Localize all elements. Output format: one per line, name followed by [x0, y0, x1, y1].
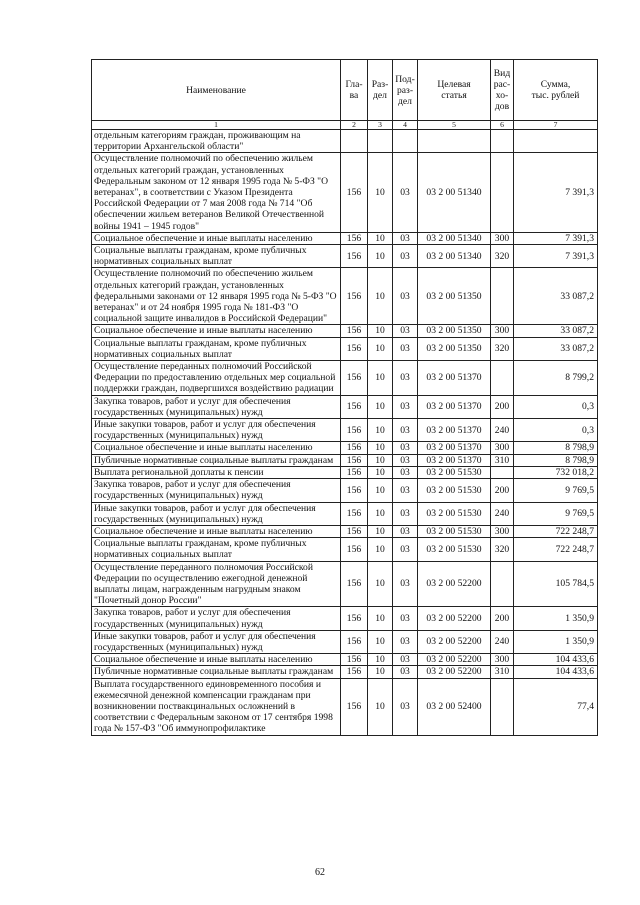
cell-podrazdel: 03 — [393, 442, 418, 454]
cell-podrazdel: 03 — [393, 561, 418, 607]
cell-glava: 156 — [341, 325, 368, 337]
cell-razdel: 10 — [368, 337, 393, 360]
header-podrazdel-text: Под- раз- дел — [395, 73, 415, 107]
cell-summa: 722 248,7 — [514, 525, 598, 537]
cell-vid: 240 — [491, 419, 514, 442]
cell-statya: 03 2 00 52400 — [418, 678, 491, 735]
cell-podrazdel: 03 — [393, 419, 418, 442]
table-row — [92, 245, 598, 268]
cell-glava: 156 — [341, 454, 368, 466]
cell-summa: 33 087,2 — [514, 325, 598, 337]
cell-name: Социальные выплаты гражданам, кроме публичных нормативных социальных выплат — [92, 538, 341, 561]
cell-razdel: 10 — [368, 666, 393, 678]
cell-vid: 320 — [491, 337, 514, 360]
cell-razdel — [368, 130, 393, 153]
column-number: 4 — [393, 121, 418, 130]
cell-name: Осуществление полномочий по обеспечению жильем отдельных категорий граждан, установленных федеральными законами от 12 января 1995 года № 5-ФЗ "О ветеранах" и от 24 ноября 1995 года № 181-ФЗ "О социальной защите инвалидов в Российской Федерации" — [92, 268, 341, 325]
table-row — [92, 395, 598, 418]
table-row — [92, 232, 598, 244]
cell-vid: 300 — [491, 525, 514, 537]
header-glava — [341, 60, 368, 121]
cell-statya: 03 2 00 51530 — [418, 502, 491, 525]
cell-statya: 03 2 00 51530 — [418, 479, 491, 502]
cell-podrazdel — [393, 130, 418, 153]
cell-summa: 7 391,3 — [514, 153, 598, 232]
cell-podrazdel: 03 — [393, 153, 418, 232]
cell-glava: 156 — [341, 361, 368, 396]
cell-vid: 200 — [491, 479, 514, 502]
cell-summa: 7 391,3 — [514, 232, 598, 244]
cell-glava: 156 — [341, 666, 368, 678]
cell-summa: 732 018,2 — [514, 466, 598, 478]
table-row — [92, 442, 598, 454]
cell-razdel: 10 — [368, 153, 393, 232]
cell-vid — [491, 268, 514, 325]
cell-razdel: 10 — [368, 268, 393, 325]
cell-glava — [341, 130, 368, 153]
cell-vid — [491, 130, 514, 153]
cell-podrazdel: 03 — [393, 245, 418, 268]
cell-summa: 33 087,2 — [514, 268, 598, 325]
cell-name: Выплата государственного единовременного пособия и ежемесячной денежной компенсации гражданам при возникновении поствакцинальных осложнений в соответствии с Федеральным законом от 17 сентября 1998 года № 157-ФЗ "Об иммунопрофилактике — [92, 678, 341, 735]
cell-razdel: 10 — [368, 454, 393, 466]
cell-vid: 300 — [491, 442, 514, 454]
cell-summa: 77,4 — [514, 678, 598, 735]
table-row — [92, 561, 598, 607]
header-vid — [491, 60, 514, 121]
table-row — [92, 678, 598, 735]
cell-razdel: 10 — [368, 479, 393, 502]
cell-summa — [514, 130, 598, 153]
cell-summa: 9 769,5 — [514, 479, 598, 502]
cell-name: Выплата региональной доплаты к пенсии — [92, 466, 341, 478]
cell-razdel: 10 — [368, 525, 393, 537]
header-summa — [514, 60, 598, 121]
cell-glava: 156 — [341, 678, 368, 735]
column-number: 3 — [368, 121, 393, 130]
cell-vid: 320 — [491, 538, 514, 561]
table-row — [92, 525, 598, 537]
cell-podrazdel: 03 — [393, 630, 418, 653]
cell-summa: 104 433,6 — [514, 654, 598, 666]
cell-statya: 03 2 00 51350 — [418, 337, 491, 360]
table-header-row — [92, 60, 598, 121]
cell-summa: 0,3 — [514, 419, 598, 442]
table-row — [92, 454, 598, 466]
cell-statya — [418, 130, 491, 153]
cell-podrazdel: 03 — [393, 232, 418, 244]
cell-vid — [491, 361, 514, 396]
table-row — [92, 538, 598, 561]
cell-summa: 722 248,7 — [514, 538, 598, 561]
cell-name: Социальные выплаты гражданам, кроме публичных нормативных социальных выплат — [92, 245, 341, 268]
cell-glava: 156 — [341, 268, 368, 325]
column-number: 5 — [418, 121, 491, 130]
cell-name: Закупка товаров, работ и услуг для обеспечения государственных (муниципальных) нужд — [92, 607, 341, 630]
cell-podrazdel: 03 — [393, 654, 418, 666]
cell-name: Социальные выплаты гражданам, кроме публичных нормативных социальных выплат — [92, 337, 341, 360]
cell-name: Социальное обеспечение и иные выплаты населению — [92, 232, 341, 244]
header-vid-text: Вид рас- хо- дов — [493, 68, 511, 112]
cell-glava: 156 — [341, 538, 368, 561]
header-glava-text: Гла- ва — [345, 79, 363, 101]
cell-name: Социальное обеспечение и иные выплаты населению — [92, 325, 341, 337]
cell-vid: 240 — [491, 502, 514, 525]
cell-podrazdel: 03 — [393, 538, 418, 561]
cell-name: Иные закупки товаров, работ и услуг для обеспечения государственных (муниципальных) нужд — [92, 630, 341, 653]
cell-podrazdel: 03 — [393, 268, 418, 325]
cell-vid — [491, 678, 514, 735]
cell-summa: 8 799,2 — [514, 361, 598, 396]
cell-statya: 03 2 00 52200 — [418, 561, 491, 607]
cell-name: Закупка товаров, работ и услуг для обеспечения государственных (муниципальных) нужд — [92, 395, 341, 418]
cell-name: Социальное обеспечение и иные выплаты населению — [92, 654, 341, 666]
cell-statya: 03 2 00 51530 — [418, 538, 491, 561]
cell-vid — [491, 561, 514, 607]
table-row — [92, 419, 598, 442]
cell-name: Закупка товаров, работ и услуг для обеспечения государственных (муниципальных) нужд — [92, 479, 341, 502]
header-statya — [418, 60, 491, 121]
cell-statya: 03 2 00 51350 — [418, 268, 491, 325]
cell-glava: 156 — [341, 607, 368, 630]
cell-razdel: 10 — [368, 466, 393, 478]
cell-statya: 03 2 00 51340 — [418, 153, 491, 232]
cell-statya: 03 2 00 51350 — [418, 325, 491, 337]
cell-statya: 03 2 00 52200 — [418, 654, 491, 666]
cell-glava: 156 — [341, 654, 368, 666]
cell-podrazdel: 03 — [393, 466, 418, 478]
cell-vid: 310 — [491, 454, 514, 466]
column-number: 1 — [92, 121, 341, 130]
cell-glava: 156 — [341, 525, 368, 537]
column-number: 2 — [341, 121, 368, 130]
cell-summa: 8 798,9 — [514, 454, 598, 466]
cell-podrazdel: 03 — [393, 678, 418, 735]
cell-podrazdel: 03 — [393, 361, 418, 396]
cell-summa: 0,3 — [514, 395, 598, 418]
cell-vid — [491, 153, 514, 232]
table-row — [92, 153, 598, 232]
cell-name: Социальное обеспечение и иные выплаты населению — [92, 442, 341, 454]
cell-statya: 03 2 00 51340 — [418, 232, 491, 244]
budget-table — [91, 59, 598, 736]
cell-glava: 156 — [341, 337, 368, 360]
table-row — [92, 502, 598, 525]
cell-name: Иные закупки товаров, работ и услуг для обеспечения государственных (муниципальных) нужд — [92, 502, 341, 525]
cell-statya: 03 2 00 51370 — [418, 442, 491, 454]
cell-razdel: 10 — [368, 561, 393, 607]
cell-name: Публичные нормативные социальные выплаты гражданам — [92, 666, 341, 678]
cell-summa: 33 087,2 — [514, 337, 598, 360]
cell-glava: 156 — [341, 419, 368, 442]
cell-podrazdel: 03 — [393, 525, 418, 537]
table-row — [92, 479, 598, 502]
cell-podrazdel: 03 — [393, 666, 418, 678]
table-row — [92, 630, 598, 653]
page-number: 62 — [315, 867, 325, 878]
cell-podrazdel: 03 — [393, 395, 418, 418]
cell-statya: 03 2 00 51370 — [418, 419, 491, 442]
cell-razdel: 10 — [368, 678, 393, 735]
table-row — [92, 337, 598, 360]
cell-name: Публичные нормативные социальные выплаты гражданам — [92, 454, 341, 466]
cell-vid: 300 — [491, 325, 514, 337]
cell-vid: 300 — [491, 232, 514, 244]
cell-vid: 300 — [491, 654, 514, 666]
cell-summa: 105 784,5 — [514, 561, 598, 607]
cell-podrazdel: 03 — [393, 337, 418, 360]
table-row — [92, 325, 598, 337]
header-statya-text: Целевая статья — [437, 79, 471, 101]
cell-razdel: 10 — [368, 245, 393, 268]
cell-summa: 1 350,9 — [514, 607, 598, 630]
table-row — [92, 666, 598, 678]
header-summa-text: Сумма, тыс. рублей — [531, 79, 580, 101]
cell-razdel: 10 — [368, 538, 393, 561]
cell-glava: 156 — [341, 232, 368, 244]
cell-statya: 03 2 00 51530 — [418, 466, 491, 478]
table-row — [92, 268, 598, 325]
cell-name: Осуществление полномочий по обеспечению жильем отдельных категорий граждан, установленных Федеральным законом от 12 января 1995 года № 5-ФЗ "О ветеранах", в соответствии с Указом Президента Российской Федерации от 7 мая 2008 года № 714 "Об обеспечении жильем ветеранов Великой Отечественной войны 1941 – 1945 годов" — [92, 153, 341, 232]
cell-name: Осуществление переданных полномочий Российской Федерации по предоставлению отдельных мер социальной поддержки граждан, подвергшихся воздействию радиации — [92, 361, 341, 396]
cell-razdel: 10 — [368, 419, 393, 442]
cell-name: Иные закупки товаров, работ и услуг для обеспечения государственных (муниципальных) нужд — [92, 419, 341, 442]
cell-podrazdel: 03 — [393, 607, 418, 630]
cell-statya: 03 2 00 52200 — [418, 607, 491, 630]
cell-razdel: 10 — [368, 361, 393, 396]
header-podrazdel — [393, 60, 418, 121]
header-razdel — [368, 60, 393, 121]
header-name: Наименование — [92, 60, 341, 121]
cell-razdel: 10 — [368, 607, 393, 630]
cell-vid: 240 — [491, 630, 514, 653]
cell-statya: 03 2 00 51370 — [418, 395, 491, 418]
cell-glava: 156 — [341, 442, 368, 454]
cell-glava: 156 — [341, 502, 368, 525]
cell-razdel: 10 — [368, 442, 393, 454]
table-row — [92, 654, 598, 666]
cell-summa: 1 350,9 — [514, 630, 598, 653]
cell-podrazdel: 03 — [393, 454, 418, 466]
cell-razdel: 10 — [368, 502, 393, 525]
cell-glava: 156 — [341, 479, 368, 502]
column-number: 6 — [491, 121, 514, 130]
table-row — [92, 361, 598, 396]
cell-podrazdel: 03 — [393, 325, 418, 337]
cell-statya: 03 2 00 51370 — [418, 361, 491, 396]
cell-statya: 03 2 00 52200 — [418, 630, 491, 653]
cell-razdel: 10 — [368, 325, 393, 337]
cell-glava: 156 — [341, 245, 368, 268]
cell-summa: 7 391,3 — [514, 245, 598, 268]
cell-razdel: 10 — [368, 654, 393, 666]
cell-statya: 03 2 00 51530 — [418, 525, 491, 537]
cell-summa: 8 798,9 — [514, 442, 598, 454]
column-number-row — [92, 121, 598, 130]
cell-podrazdel: 03 — [393, 479, 418, 502]
cell-statya: 03 2 00 51370 — [418, 454, 491, 466]
cell-vid: 200 — [491, 607, 514, 630]
cell-razdel: 10 — [368, 395, 393, 418]
cell-glava: 156 — [341, 395, 368, 418]
table-body — [92, 130, 598, 736]
cell-name: Осуществление переданного полномочия Российской Федерации по осуществлению ежегодной денежной выплаты лицам, награжденным нагрудным знаком "Почетный донор России" — [92, 561, 341, 607]
table-row — [92, 607, 598, 630]
cell-name: Социальное обеспечение и иные выплаты населению — [92, 525, 341, 537]
cell-glava: 156 — [341, 561, 368, 607]
cell-glava: 156 — [341, 466, 368, 478]
cell-razdel: 10 — [368, 232, 393, 244]
table-row — [92, 466, 598, 478]
header-razdel-text: Раз- дел — [371, 79, 389, 101]
cell-glava: 156 — [341, 153, 368, 232]
table-row — [92, 130, 598, 153]
cell-summa: 104 433,6 — [514, 666, 598, 678]
cell-podrazdel: 03 — [393, 502, 418, 525]
cell-vid — [491, 466, 514, 478]
cell-glava: 156 — [341, 630, 368, 653]
cell-summa: 9 769,5 — [514, 502, 598, 525]
cell-statya: 03 2 00 52200 — [418, 666, 491, 678]
column-number: 7 — [514, 121, 598, 130]
cell-name: отдельным категориям граждан, проживающим на территории Архангельской области" — [92, 130, 341, 153]
cell-vid: 200 — [491, 395, 514, 418]
cell-statya: 03 2 00 51340 — [418, 245, 491, 268]
cell-razdel: 10 — [368, 630, 393, 653]
cell-vid: 320 — [491, 245, 514, 268]
cell-vid: 310 — [491, 666, 514, 678]
